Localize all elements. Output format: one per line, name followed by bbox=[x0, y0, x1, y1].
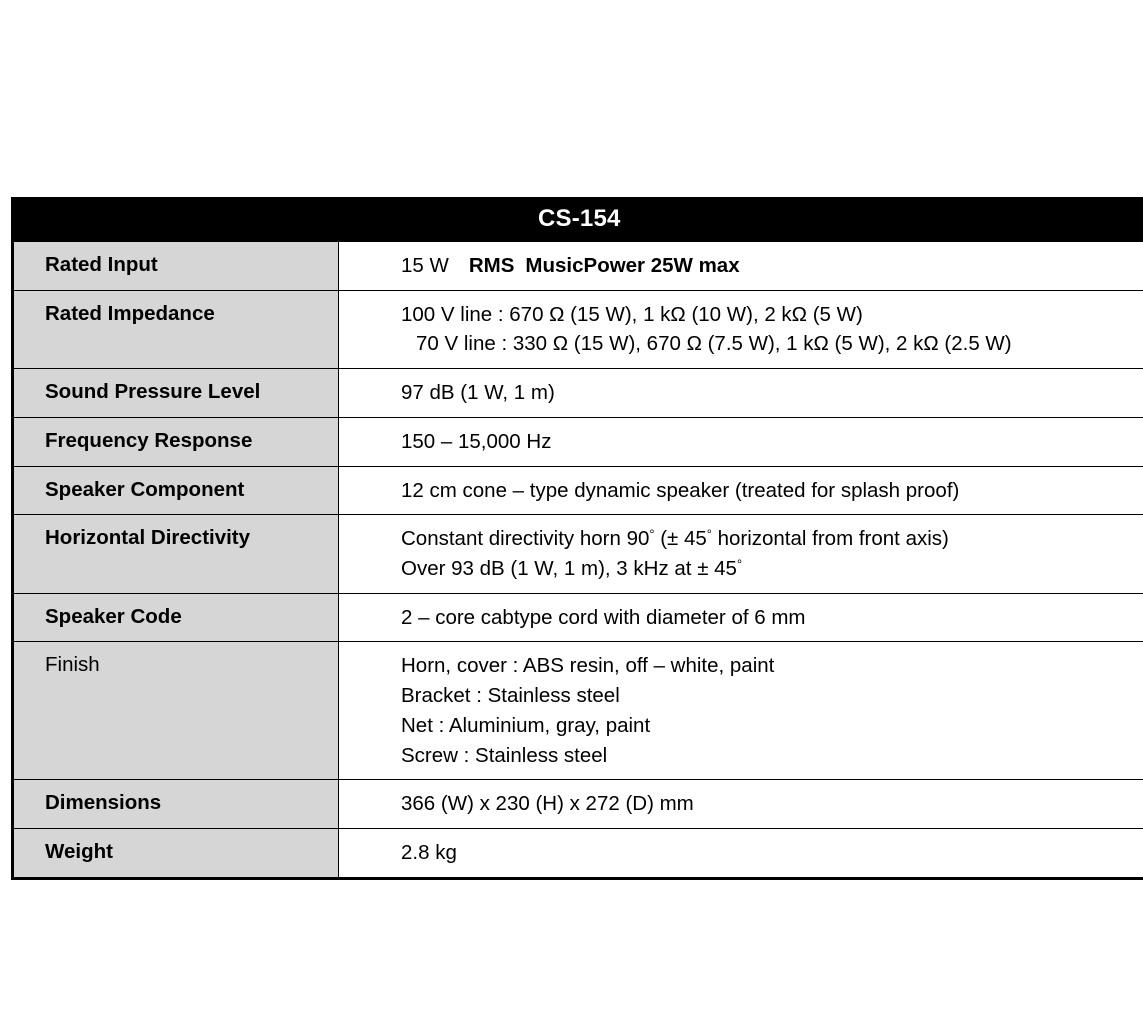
model-title: CS-154 bbox=[13, 197, 1143, 242]
spec-value bbox=[339, 642, 1143, 780]
degree-symbol: ° bbox=[706, 526, 712, 542]
table-row bbox=[13, 466, 1143, 515]
table-header-row bbox=[13, 197, 1143, 242]
spec-label: Dimensions bbox=[13, 780, 339, 829]
spec-label: Speaker Component bbox=[13, 466, 339, 515]
degree-symbol: ° bbox=[736, 556, 743, 572]
spec-value-line: 100 V line : 670 Ω (15 W), 1 kΩ (10 W), 2 kΩ (5 W) bbox=[401, 302, 863, 326]
specification-table-container bbox=[11, 197, 1143, 880]
spec-value-line: 2.8 kg bbox=[401, 841, 457, 865]
spec-value bbox=[339, 466, 1143, 515]
spec-value-line: 150 – 15,000 Hz bbox=[401, 429, 552, 453]
spec-label: Sound Pressure Level bbox=[13, 369, 339, 418]
spec-label: Rated Impedance bbox=[13, 290, 339, 368]
table-row bbox=[13, 780, 1143, 829]
spec-value-line: Horn, cover : ABS resin, off – white, paint bbox=[401, 654, 775, 678]
spec-value bbox=[339, 417, 1143, 466]
table-header bbox=[13, 197, 1143, 242]
table-row bbox=[13, 417, 1143, 466]
spec-value-line: 97 dB (1 W, 1 m) bbox=[401, 381, 555, 405]
spec-value-line: 366 (W) x 230 (H) x 272 (D) mm bbox=[401, 792, 694, 816]
spec-value-line: Over 93 dB (1 W, 1 m), 3 kHz at ± 45° bbox=[401, 556, 743, 581]
spec-value-line: 70 V line : 330 Ω (15 W), 670 Ω (7.5 W), 1 kΩ (5 W), 2 kΩ (2.5 W) bbox=[416, 332, 1012, 356]
table-row bbox=[13, 369, 1143, 418]
spec-label: Finish bbox=[13, 642, 339, 780]
table-row bbox=[13, 829, 1143, 879]
spec-value-line: 12 cm cone – type dynamic speaker (treated for splash proof) bbox=[401, 478, 960, 502]
spec-label: Rated Input bbox=[13, 242, 339, 290]
rated-input-music-power: MusicPower 25W max bbox=[525, 254, 740, 277]
spec-label: Frequency Response bbox=[13, 417, 339, 466]
table-row bbox=[13, 593, 1143, 642]
spec-value-line: 2 – core cabtype cord with diameter of 6 mm bbox=[401, 605, 806, 629]
spec-value bbox=[339, 829, 1143, 879]
table-row bbox=[13, 242, 1143, 290]
rated-input-rms-label: RMS bbox=[468, 254, 515, 277]
spec-value-line: Constant directivity horn 90° (± 45° horizontal from front axis) bbox=[401, 526, 949, 551]
spec-label: Weight bbox=[13, 829, 339, 879]
specification-table bbox=[11, 197, 1143, 880]
spec-value bbox=[339, 242, 1143, 290]
spec-value bbox=[339, 593, 1143, 642]
degree-symbol: ° bbox=[649, 526, 655, 542]
spec-label: Horizontal Directivity bbox=[13, 515, 339, 593]
spec-value-line: Screw : Stainless steel bbox=[401, 743, 608, 767]
spec-value-line: Net : Aluminium, gray, paint bbox=[401, 713, 651, 737]
spec-value bbox=[339, 369, 1143, 418]
table-row bbox=[13, 642, 1143, 780]
spec-label: Speaker Code bbox=[13, 593, 339, 642]
rated-input-rms-watts: 15 W bbox=[401, 254, 449, 277]
table-row bbox=[13, 290, 1143, 368]
spec-value bbox=[339, 290, 1143, 368]
spec-value bbox=[339, 515, 1143, 593]
spec-value-line bbox=[401, 251, 1143, 281]
spec-value bbox=[339, 780, 1143, 829]
spec-value-line: Bracket : Stainless steel bbox=[401, 684, 620, 708]
table-row bbox=[13, 515, 1143, 593]
table-body bbox=[13, 242, 1143, 878]
